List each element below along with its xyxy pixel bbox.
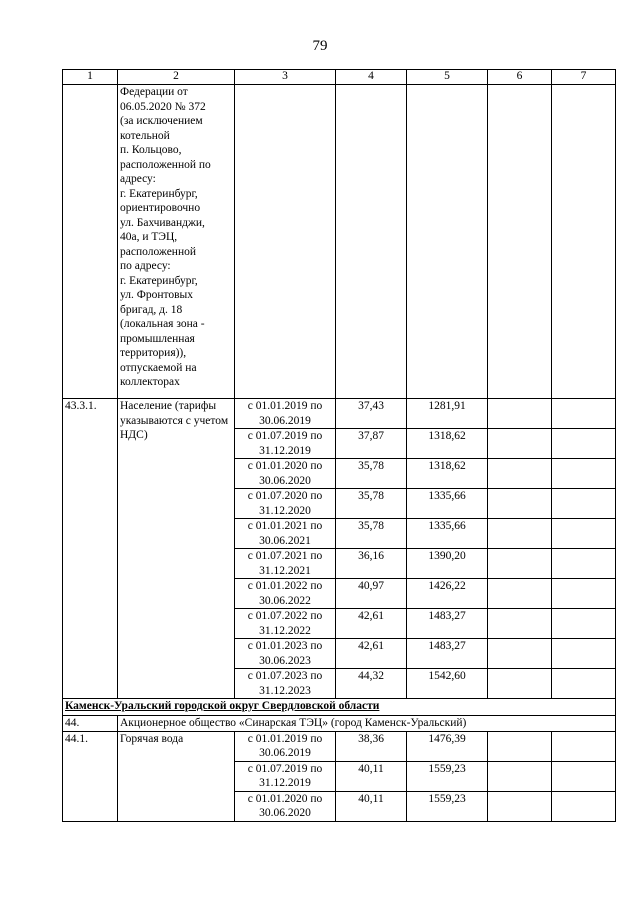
value-col5: 1426,22 bbox=[407, 579, 488, 609]
empty-cell bbox=[552, 669, 616, 699]
org-number: 44. bbox=[63, 716, 118, 732]
period-cell: с 01.07.2019 по 31.12.2019 bbox=[235, 761, 336, 791]
empty-cell bbox=[488, 489, 552, 519]
header-cell: 3 bbox=[235, 70, 336, 85]
empty-cell bbox=[488, 459, 552, 489]
period-cell: с 01.07.2023 по 31.12.2023 bbox=[235, 669, 336, 699]
value-col5: 1318,62 bbox=[407, 459, 488, 489]
period-cell: с 01.01.2023 по 30.06.2023 bbox=[235, 639, 336, 669]
value-col4: 40,11 bbox=[336, 761, 407, 791]
empty-cell bbox=[552, 761, 616, 791]
period-cell: с 01.01.2021 по 30.06.2021 bbox=[235, 519, 336, 549]
empty-cell bbox=[552, 549, 616, 579]
empty-cell bbox=[552, 429, 616, 459]
continuation-text: Федерации от 06.05.2020 № 372 (за исключением котельной п. Кольцово, расположенной по адресу: г. Екатеринбург, ориентировочно ул. Бахчиванджи, 40а, и ТЭЦ, расположенной по адресу: г. Екатеринбург, ул. Фронтовых бригад, д. 18 (локальная зона - промышленная территория)), отпускаемой на коллекторах bbox=[118, 85, 235, 399]
empty-cell bbox=[488, 519, 552, 549]
empty-cell bbox=[552, 459, 616, 489]
value-col5: 1390,20 bbox=[407, 549, 488, 579]
value-col4: 35,78 bbox=[336, 489, 407, 519]
header-cell: 4 bbox=[336, 70, 407, 85]
value-col4: 42,61 bbox=[336, 609, 407, 639]
value-col4: 38,36 bbox=[336, 731, 407, 761]
empty-cell bbox=[552, 399, 616, 429]
empty-cell bbox=[336, 85, 407, 399]
tariff-row bbox=[63, 399, 616, 429]
period-cell: с 01.01.2020 по 30.06.2020 bbox=[235, 791, 336, 821]
value-col5: 1335,66 bbox=[407, 519, 488, 549]
empty-cell bbox=[235, 85, 336, 399]
tariff-table bbox=[62, 69, 616, 822]
section-row bbox=[63, 699, 616, 716]
period-cell: с 01.07.2020 по 31.12.2020 bbox=[235, 489, 336, 519]
value-col5: 1318,62 bbox=[407, 429, 488, 459]
empty-cell bbox=[552, 731, 616, 761]
empty-cell bbox=[552, 579, 616, 609]
empty-cell bbox=[488, 429, 552, 459]
empty-cell bbox=[488, 639, 552, 669]
item-name: Горячая вода bbox=[118, 731, 235, 821]
value-col4: 44,32 bbox=[336, 669, 407, 699]
header-cell: 2 bbox=[118, 70, 235, 85]
org-row bbox=[63, 716, 616, 732]
item-number: 43.3.1. bbox=[63, 399, 118, 699]
period-cell: с 01.01.2020 по 30.06.2020 bbox=[235, 459, 336, 489]
value-col4: 36,16 bbox=[336, 549, 407, 579]
item-number: 44.1. bbox=[63, 731, 118, 821]
header-row bbox=[63, 70, 616, 85]
value-col4: 42,61 bbox=[336, 639, 407, 669]
period-cell: с 01.07.2019 по 31.12.2019 bbox=[235, 429, 336, 459]
continuation-row bbox=[63, 85, 616, 399]
value-col5: 1559,23 bbox=[407, 791, 488, 821]
empty-cell bbox=[488, 669, 552, 699]
empty-cell bbox=[552, 489, 616, 519]
value-col4: 35,78 bbox=[336, 459, 407, 489]
empty-cell bbox=[407, 85, 488, 399]
value-col5: 1542,60 bbox=[407, 669, 488, 699]
value-col4: 40,97 bbox=[336, 579, 407, 609]
empty-cell bbox=[488, 761, 552, 791]
section-title: Каменск-Уральский городской округ Свердловской области bbox=[63, 699, 616, 716]
value-col4: 37,87 bbox=[336, 429, 407, 459]
org-name: Акционерное общество «Синарская ТЭЦ» (город Каменск-Уральский) bbox=[118, 716, 616, 732]
value-col4: 37,43 bbox=[336, 399, 407, 429]
empty-cell bbox=[488, 399, 552, 429]
value-col5: 1476,39 bbox=[407, 731, 488, 761]
empty-cell bbox=[488, 609, 552, 639]
empty-cell bbox=[488, 791, 552, 821]
value-col5: 1335,66 bbox=[407, 489, 488, 519]
item-name: Население (тарифы указываются с учетом НДС) bbox=[118, 399, 235, 699]
empty-cell bbox=[552, 519, 616, 549]
empty-cell bbox=[552, 85, 616, 399]
empty-cell bbox=[552, 609, 616, 639]
empty-cell bbox=[488, 549, 552, 579]
empty-cell bbox=[488, 85, 552, 399]
period-cell: с 01.01.2019 по 30.06.2019 bbox=[235, 399, 336, 429]
value-col5: 1483,27 bbox=[407, 639, 488, 669]
tariff-row bbox=[63, 731, 616, 761]
header-cell: 6 bbox=[488, 70, 552, 85]
empty-cell bbox=[63, 85, 118, 399]
empty-cell bbox=[488, 579, 552, 609]
header-cell: 1 bbox=[63, 70, 118, 85]
empty-cell bbox=[552, 791, 616, 821]
header-cell: 5 bbox=[407, 70, 488, 85]
empty-cell bbox=[552, 639, 616, 669]
value-col4: 40,11 bbox=[336, 791, 407, 821]
header-cell: 7 bbox=[552, 70, 616, 85]
empty-cell bbox=[488, 731, 552, 761]
period-cell: с 01.07.2021 по 31.12.2021 bbox=[235, 549, 336, 579]
value-col5: 1559,23 bbox=[407, 761, 488, 791]
value-col4: 35,78 bbox=[336, 519, 407, 549]
period-cell: с 01.07.2022 по 31.12.2022 bbox=[235, 609, 336, 639]
period-cell: с 01.01.2022 по 30.06.2022 bbox=[235, 579, 336, 609]
page-number: 79 bbox=[312, 38, 328, 54]
value-col5: 1281,91 bbox=[407, 399, 488, 429]
period-cell: с 01.01.2019 по 30.06.2019 bbox=[235, 731, 336, 761]
value-col5: 1483,27 bbox=[407, 609, 488, 639]
